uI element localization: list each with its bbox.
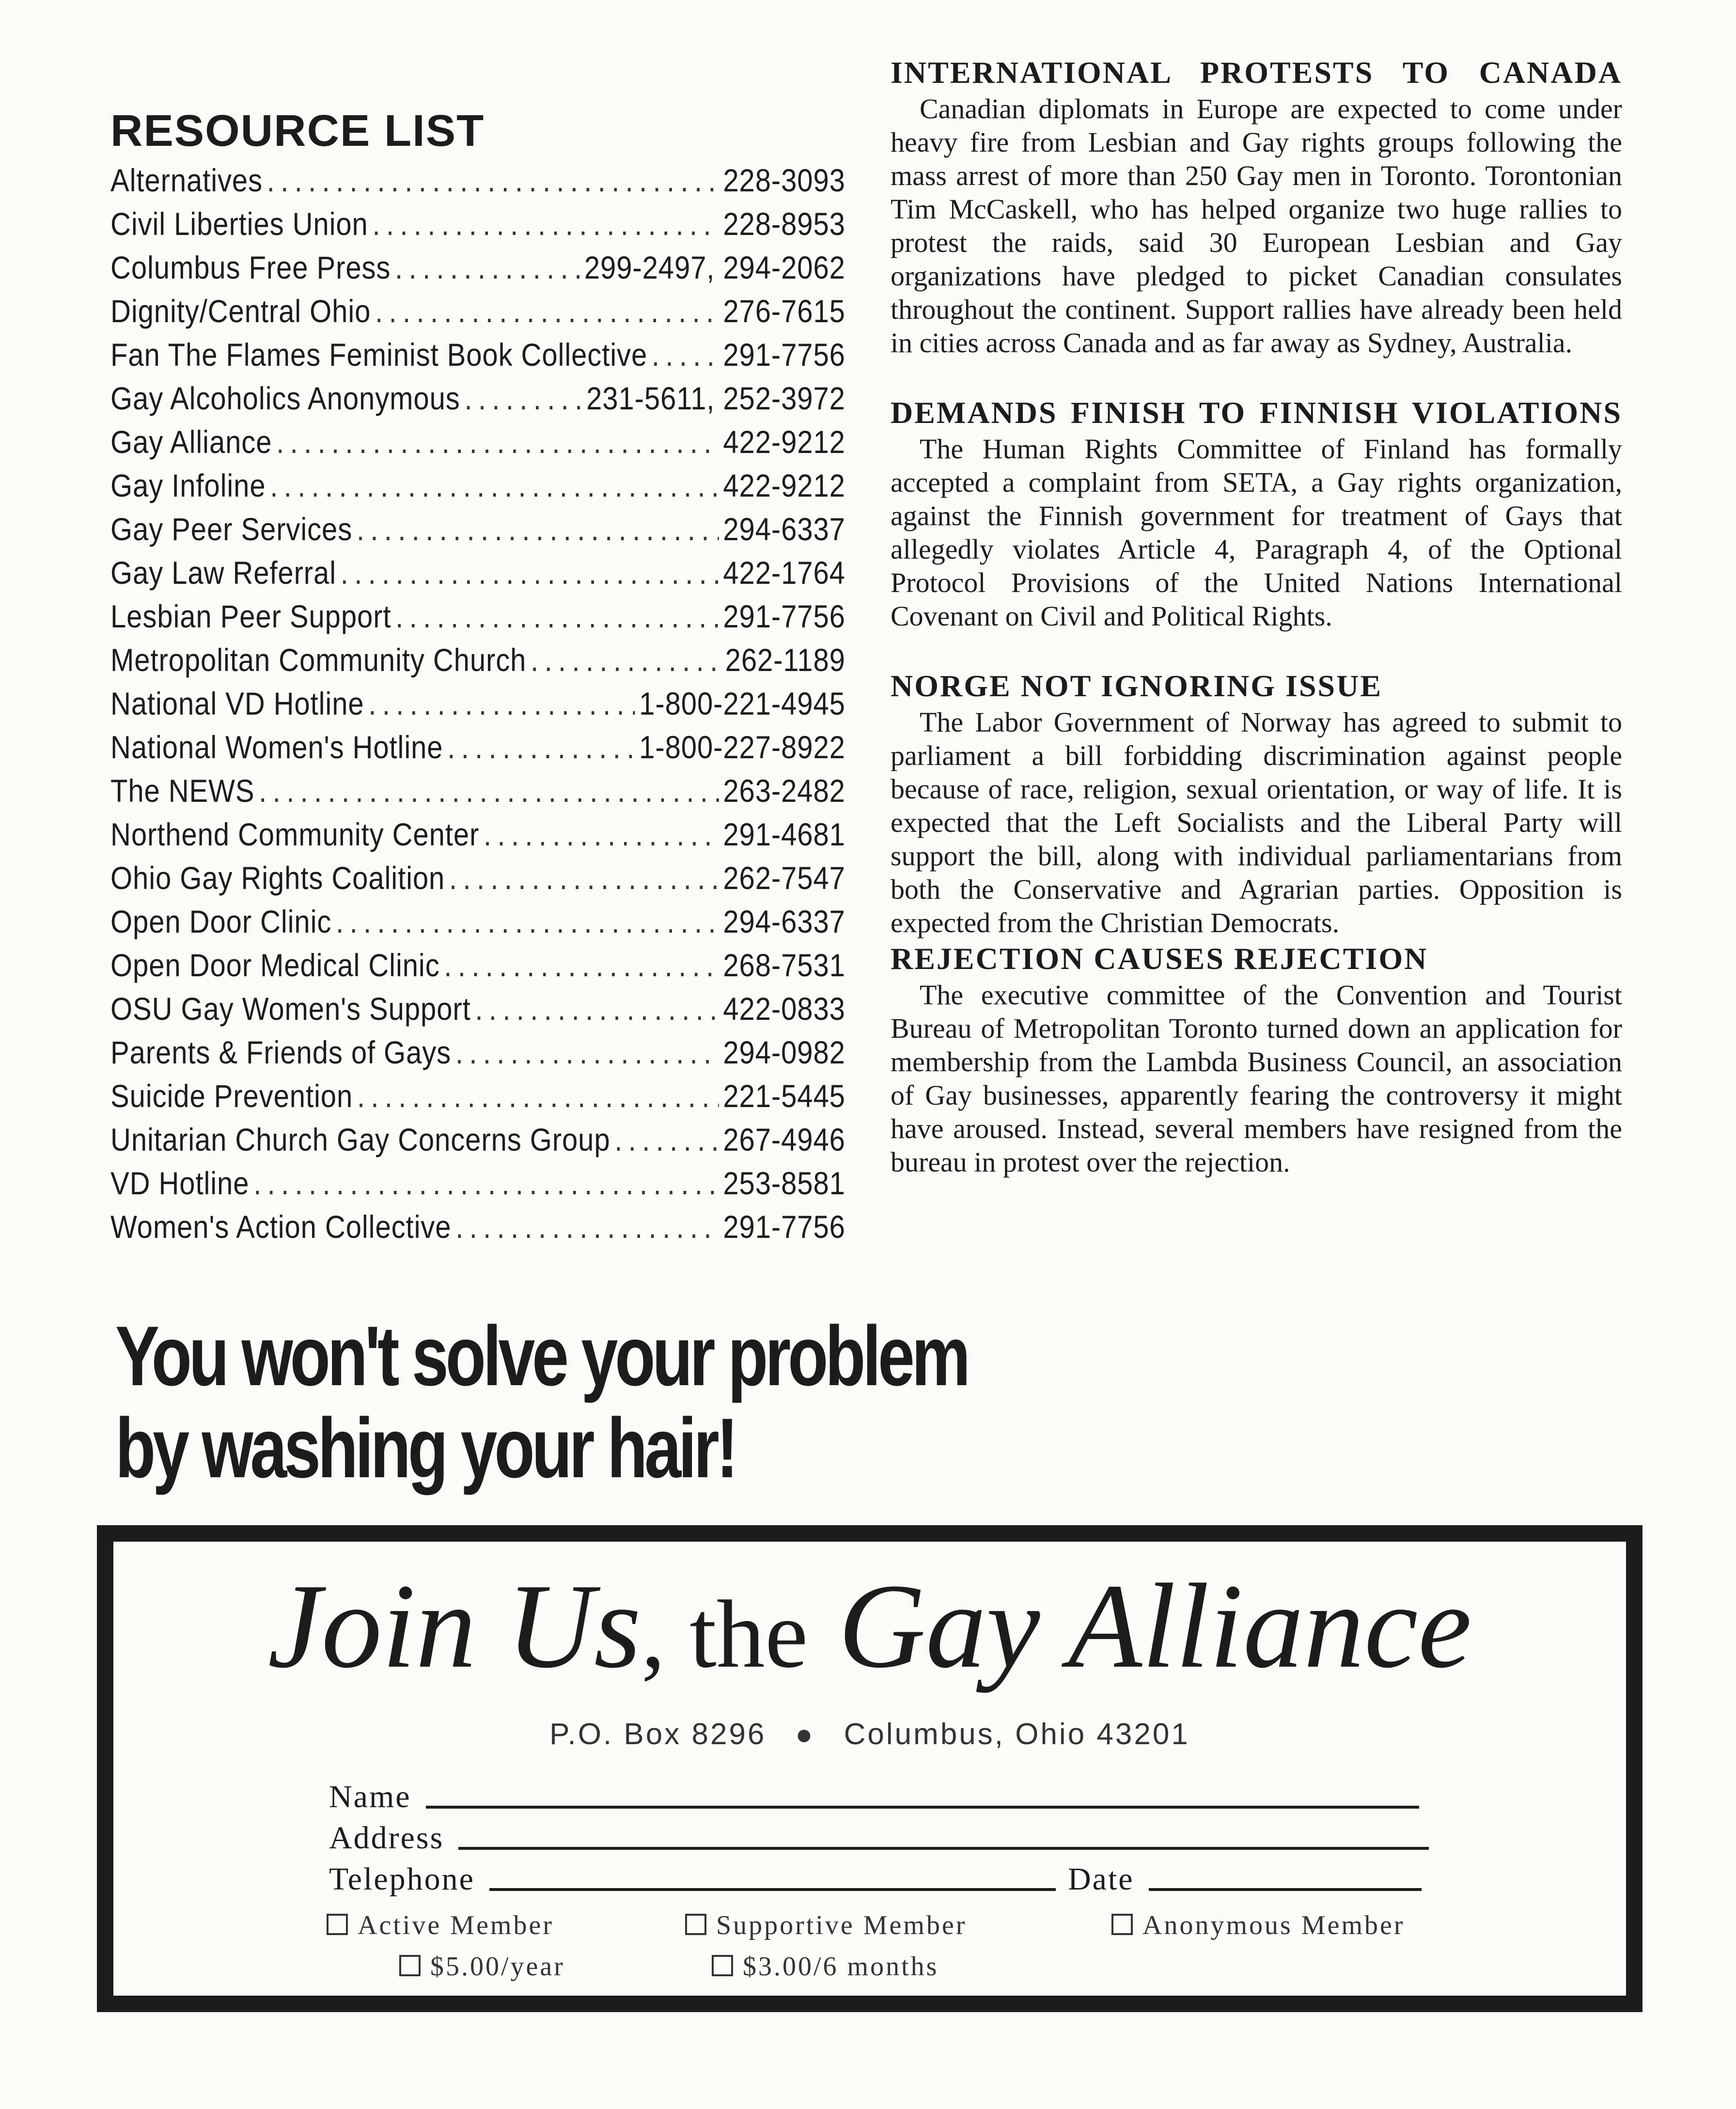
resource-name: Northend Community Center — [110, 816, 480, 852]
resource-phone: 228-8953 — [723, 206, 845, 242]
resource-entry — [110, 1205, 845, 1249]
leader-dots — [253, 1161, 719, 1205]
resource-entry — [110, 158, 845, 202]
resource-name: VD Hotline — [110, 1165, 250, 1201]
resource-name: Women's Action Collective — [110, 1209, 452, 1245]
supportive-member-option[interactable] — [685, 1910, 967, 1941]
resource-entry — [110, 1031, 845, 1074]
resource-entry — [110, 464, 845, 507]
date-field[interactable] — [1068, 1859, 1422, 1898]
resource-name: Suicide Prevention — [110, 1078, 353, 1114]
resource-entry — [110, 551, 845, 594]
resource-entry — [110, 812, 845, 856]
name-field[interactable] — [329, 1777, 1419, 1815]
resource-phone: 294-6337 — [723, 904, 845, 939]
active-member-option[interactable] — [327, 1910, 554, 1941]
rate-year-option[interactable] — [399, 1951, 565, 1982]
resource-entry — [110, 420, 845, 464]
resource-phone: 291-7756 — [723, 1209, 845, 1245]
resource-name: OSU Gay Women's Support — [110, 991, 471, 1027]
resource-phone: 291-7756 — [723, 598, 845, 634]
resource-phone: 221-5445 — [723, 1078, 845, 1114]
po-box: P.O. Box 8296 — [549, 1718, 766, 1751]
news-item — [891, 939, 1622, 1179]
resource-name: Lesbian Peer Support — [110, 598, 391, 634]
telephone-field[interactable] — [329, 1859, 1056, 1898]
date-label: Date — [1068, 1861, 1134, 1897]
resource-phone: 262-7547 — [723, 860, 845, 896]
news-item — [891, 53, 1622, 359]
resource-entry — [110, 507, 845, 551]
leader-dots — [475, 987, 719, 1031]
resource-entry — [110, 246, 845, 289]
join-title-part-2: , the — [641, 1581, 808, 1688]
resource-name: Gay Alcoholics Anonymous — [110, 380, 460, 416]
checkbox-icon[interactable] — [399, 1955, 421, 1976]
resource-name: Gay Infoline — [110, 468, 266, 503]
leader-dots — [449, 856, 719, 900]
resource-phone: 263-2482 — [723, 773, 845, 809]
resource-entry — [110, 1161, 845, 1205]
news-item — [891, 667, 1622, 939]
slogan — [115, 1309, 968, 1496]
resource-name: Fan The Flames Feminist Book Collective — [110, 337, 648, 373]
resource-entry — [110, 900, 845, 943]
resource-name: Open Door Clinic — [110, 904, 332, 939]
leader-dots — [484, 812, 719, 856]
leader-dots — [368, 682, 635, 725]
resource-entry — [110, 289, 845, 333]
resource-name: Columbus Free Press — [110, 250, 391, 285]
resource-entry — [110, 594, 845, 638]
news-headline: INTERNATIONAL PROTESTS TO CANADA — [891, 55, 1622, 90]
resource-list-title: RESOURCE LIST — [110, 106, 485, 156]
address-field[interactable] — [329, 1818, 1429, 1857]
resource-entry — [110, 769, 845, 812]
leader-dots — [455, 1205, 719, 1249]
resource-name: The NEWS — [110, 773, 255, 809]
address-line[interactable] — [458, 1847, 1429, 1850]
checkbox-icon[interactable] — [685, 1914, 706, 1935]
resource-entry — [110, 682, 845, 725]
leader-dots — [336, 900, 719, 943]
resource-name: Dignity/Central Ohio — [110, 293, 371, 329]
resource-name: Metropolitan Community Church — [110, 642, 527, 678]
leader-dots — [375, 289, 719, 333]
resource-phone: 294-6337 — [723, 511, 845, 547]
name-line[interactable] — [426, 1806, 1419, 1809]
anonymous-member-label: Anonymous Member — [1142, 1910, 1405, 1940]
leader-dots — [259, 769, 719, 812]
resource-phone: 1-800-221-4945 — [639, 686, 845, 721]
resource-entry — [110, 1074, 845, 1118]
resource-name: Parents & Friends of Gays — [110, 1034, 452, 1070]
leader-dots — [652, 333, 719, 376]
resource-entry — [110, 333, 845, 376]
leader-dots — [447, 725, 635, 769]
active-member-label: Active Member — [358, 1910, 554, 1940]
leader-dots — [357, 1074, 719, 1118]
date-line[interactable] — [1149, 1888, 1422, 1891]
anonymous-member-option[interactable] — [1111, 1910, 1405, 1941]
resource-phone: 1-800-227-8922 — [639, 729, 845, 765]
bullet-icon: ● — [795, 1718, 815, 1750]
resource-name: Ohio Gay Rights Coalition — [110, 860, 445, 896]
resource-name: Alternatives — [110, 162, 263, 198]
checkbox-icon[interactable] — [712, 1955, 733, 1976]
join-title-part-3: Gay Alliance — [838, 1559, 1472, 1693]
resource-name: Gay Alliance — [110, 424, 272, 460]
slogan-line-2: by washing your hair! — [115, 1401, 735, 1496]
resource-list-rows — [110, 158, 843, 1249]
telephone-label: Telephone — [329, 1861, 475, 1897]
supportive-member-label: Supportive Member — [716, 1910, 967, 1940]
address-label: Address — [329, 1820, 444, 1856]
mailing-address — [113, 1717, 1626, 1751]
leader-dots — [357, 507, 719, 551]
resource-entry — [110, 943, 845, 987]
resource-list — [110, 104, 843, 1249]
news-headline: NORGE NOT IGNORING ISSUE — [891, 669, 1383, 703]
news-body: Canadian diplomats in Europe are expected to come under heavy fire from Lesbian and Gay rights groups following the mass arrest of more than 250 Gay men in Toronto. Torontonian Tim McCaskell, who has helped organize two huge rallies to protest the raids, said 30 European Lesbian and Gay organizations have pledged to picket Canadian consulates throughout the continent. Support rallies have already been held in cities across Canada and as far away as Sydney, Australia. — [891, 93, 1622, 359]
news-column — [891, 53, 1622, 1179]
resource-name: Unitarian Church Gay Concerns Group — [110, 1122, 610, 1157]
resource-phone: 268-7531 — [723, 947, 845, 983]
news-headline: REJECTION CAUSES REJECTION — [891, 941, 1428, 976]
leader-dots — [341, 551, 719, 594]
checkbox-icon[interactable] — [327, 1914, 348, 1935]
join-title-part-1: Join Us — [267, 1559, 641, 1693]
leader-dots — [464, 376, 582, 420]
leader-dots — [267, 158, 719, 202]
news-body: The Labor Government of Norway has agreed to submit to parliament a bill forbidding discrimination against people because of race, religion, sexual orientation, or way of life. It is expected that the Left Socialists and the Liberal Party will support the bill, along with individual parliamentarians from both the Conservative and Agrarian parties. Opposition is expected from the Christian Democrats. — [891, 706, 1622, 938]
news-item — [891, 393, 1622, 633]
checkbox-icon[interactable] — [1111, 1914, 1133, 1935]
city: Columbus, Ohio 43201 — [844, 1718, 1190, 1751]
resource-name: National VD Hotline — [110, 686, 364, 721]
resource-name: Gay Law Referral — [110, 555, 336, 591]
leader-dots — [373, 202, 719, 246]
leader-dots — [276, 420, 719, 464]
resource-entry — [110, 376, 845, 420]
leader-dots — [395, 246, 580, 289]
resource-phone: 267-4946 — [723, 1122, 845, 1157]
resource-name: Open Door Medical Clinic — [110, 947, 440, 983]
name-label: Name — [329, 1779, 411, 1814]
leader-dots — [531, 638, 721, 682]
resource-phone: 291-7756 — [723, 337, 845, 373]
news-headline: DEMANDS FINISH TO FINNISH VIOLATIONS — [891, 395, 1622, 430]
resource-entry — [110, 725, 845, 769]
resource-phone: 253-8581 — [723, 1165, 845, 1201]
resource-phone: 276-7615 — [723, 293, 845, 329]
resource-phone: 422-1764 — [723, 555, 845, 591]
rate-six-months-label: $3.00/6 months — [743, 1952, 939, 1982]
resource-name: National Women's Hotline — [110, 729, 443, 765]
resource-entry — [110, 1118, 845, 1161]
leader-dots — [270, 464, 719, 507]
resource-phone: 231-5611, 252-3972 — [586, 380, 845, 416]
leader-dots — [395, 594, 719, 638]
rate-six-months-option[interactable] — [712, 1951, 938, 1982]
telephone-line[interactable] — [489, 1888, 1056, 1891]
rate-year-label: $5.00/year — [430, 1952, 565, 1982]
resource-entry — [110, 856, 845, 900]
resource-entry — [110, 987, 845, 1031]
resource-phone: 422-9212 — [723, 468, 845, 503]
membership-form — [97, 1525, 1642, 2012]
resource-phone: 422-9212 — [723, 424, 845, 460]
leader-dots — [444, 943, 719, 987]
resource-phone: 299-2497, 294-2062 — [584, 250, 845, 285]
resource-entry — [110, 202, 845, 246]
resource-name: Civil Liberties Union — [110, 206, 368, 242]
news-body: The Human Rights Committee of Finland has formally accepted a complaint from SETA, a Gay rights organization, against the Finnish government for treatment of Gays that allegedly violates Article 4, Paragraph 4, of the Optional Protocol Provisions of the United Nations International Covenant on Civil and Political Rights. — [891, 433, 1622, 632]
join-title — [113, 1556, 1626, 1705]
resource-phone: 291-4681 — [723, 816, 845, 852]
resource-phone: 422-0833 — [723, 991, 845, 1027]
resource-phone: 228-3093 — [723, 162, 845, 198]
leader-dots — [455, 1031, 719, 1074]
news-body: The executive committee of the Convention and Tourist Bureau of Metropolitan Toronto turned down an application for membership from the Lambda Business Council, an association of Gay businesses, apparently fearing the controversy it might have aroused. Instead, several members have resigned from the bureau in protest over the rejection. — [891, 979, 1622, 1178]
resource-phone: 262-1189 — [725, 642, 845, 678]
slogan-line-1: You won't solve your problem — [115, 1309, 968, 1404]
resource-name: Gay Peer Services — [110, 511, 353, 547]
resource-phone: 294-0982 — [723, 1034, 845, 1070]
resource-entry — [110, 638, 845, 682]
leader-dots — [614, 1118, 719, 1161]
